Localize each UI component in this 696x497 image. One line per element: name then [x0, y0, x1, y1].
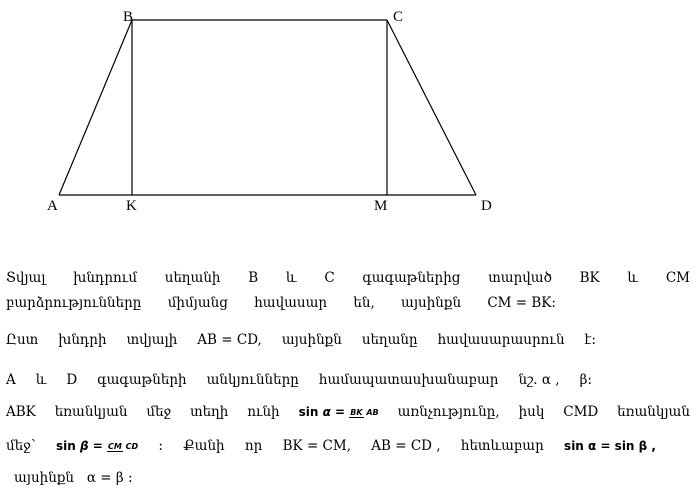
- label-b: B: [123, 9, 134, 25]
- label-c: C: [393, 9, 404, 25]
- label-d: D: [481, 198, 492, 214]
- sin-beta-formula: sin β = CM CD: [55, 439, 139, 453]
- label-a: A: [47, 198, 58, 214]
- text-line-1: Տվյալ խնդրում սեղանի B և C գագաթներից տարված BK և CM: [6, 270, 690, 286]
- side-cd: [387, 20, 476, 195]
- label-m: M: [374, 198, 388, 214]
- fraction-cm-cd: CM CD: [107, 441, 139, 451]
- trapezoid-figure: [0, 0, 696, 220]
- text-line-2: բարձրությունները միմյանց հավասար են, այսինքն CM = BK:: [6, 295, 556, 311]
- fraction-bk-ab: BK AB: [350, 407, 379, 417]
- side-ab: [59, 20, 132, 195]
- label-k: K: [126, 198, 137, 214]
- text-line-6: մեջ՝ sin β = CM CD : Քանի որ BK = CM, AB = CD , հետևաբար sin α = sin β ,: [6, 438, 656, 454]
- sin-equality: sin α = sin β ,: [564, 439, 656, 453]
- sin-alpha-formula: sin α = BK AB: [298, 405, 379, 419]
- text-line-7: այսինքն α = β :: [14, 470, 133, 486]
- text-line-3: Ըստ խնդրի տվյալի AB = CD, այսինքն սեղանը հավասարասրուն է:: [6, 332, 596, 348]
- text-line-5: ABK եռանկյան մեջ տեղի ունի sin α = BK AB առնչությունը, իսկ CMD եռանկյան: [6, 404, 690, 420]
- text-line-4: A և D գագաթների անկյունները համապատասխանաբար նշ. α , β:: [6, 372, 592, 388]
